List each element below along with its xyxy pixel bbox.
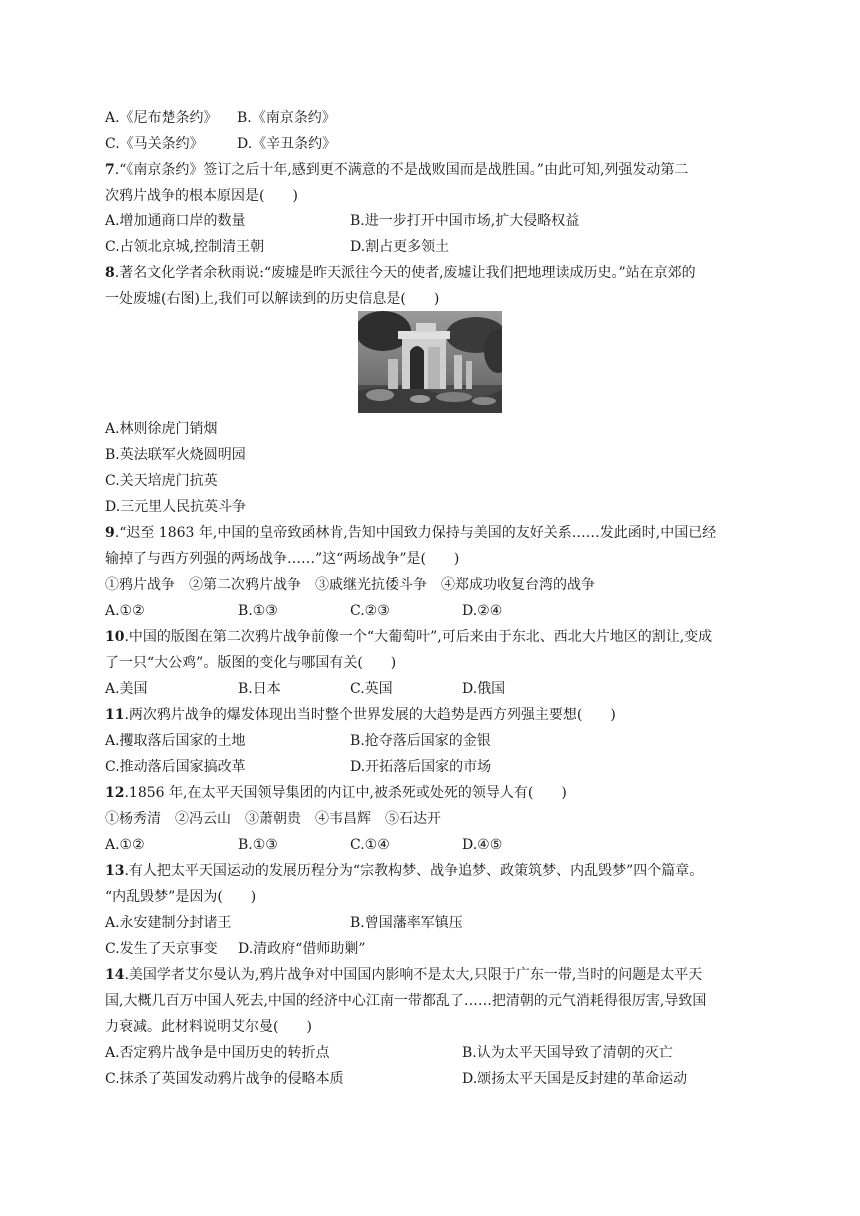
q11-number: 11	[105, 707, 125, 723]
q7-option-a: A.增加通商口岸的数量	[105, 213, 246, 229]
q10-option-d: D.俄国	[462, 681, 506, 697]
q8-stem-text1: .著名文化学者余秋雨说:“废墟是昨天派往今天的使者,废墟让我们把地理读成历史。”站在京郊的	[114, 265, 696, 281]
q13-stem-text1: .有人把太平天国运动的发展历程分为“宗教构梦、战争追梦、政策筑梦、内乱毁梦”四个篇章。	[124, 863, 704, 879]
q6-option-a: A.《尼布楚条约》	[105, 110, 218, 126]
q10-option-c: C.英国	[350, 681, 393, 697]
q12-option-c: C.①④	[350, 837, 390, 853]
q12-items: ①杨秀清 ②冯云山 ③萧朝贵 ④韦昌辉 ⑤石达开	[105, 811, 441, 827]
q7-stem-line2: 次鸦片战争的根本原因是( )	[105, 188, 298, 204]
q13-option-c: C.发生了天京事变	[105, 941, 218, 957]
q7-stem-line1	[105, 160, 688, 180]
q13-option-d: D.清政府“借师助剿”	[238, 941, 366, 957]
q7-option-c: C.占领北京城,控制清王朝	[105, 239, 265, 255]
q11-stem-text1: .两次鸦片战争的爆发体现出当时整个世界发展的大趋势是西方列强主要想( )	[124, 707, 616, 723]
q13-stem-line1	[105, 861, 703, 881]
q12-option-a: A.①②	[105, 837, 145, 853]
ruins-photo	[358, 311, 502, 413]
q10-stem-line1	[105, 627, 712, 647]
q13-stem-line2: “内乱毁梦”是因为( )	[105, 889, 257, 905]
q14-number: 14	[105, 967, 125, 983]
q14-stem-line1	[105, 965, 702, 985]
q11-stem-line1	[105, 705, 616, 725]
q10-stem-line2: 了一只“大公鸡”。版图的变化与哪国有关( )	[105, 655, 397, 671]
q14-option-a: A.否定鸦片战争是中国历史的转折点	[105, 1045, 330, 1061]
q7-number: 7	[105, 162, 115, 178]
q7-option-d: D.割占更多领土	[350, 239, 450, 255]
q6-option-b: B.《南京条约》	[237, 110, 336, 126]
q12-stem-line1	[105, 783, 567, 803]
q6-option-d: D.《辛丑条约》	[237, 136, 337, 152]
q14-option-d: D.颂扬太平天国是反封建的革命运动	[462, 1071, 688, 1087]
q14-option-b: B.认为太平天国导致了清朝的灭亡	[462, 1045, 673, 1061]
q9-stem-text1: .“迟至 1863 年,中国的皇帝致函林肯,告知中国致力保持与美国的友好关系……发此函时,中国已经	[114, 525, 717, 541]
q9-items: ①鸦片战争 ②第二次鸦片战争 ③戚继光抗倭斗争 ④郑成功收复台湾的战争	[105, 577, 595, 593]
q11-option-b: B.抢夺落后国家的金银	[350, 733, 491, 749]
q9-option-b: B.①③	[238, 603, 278, 619]
q9-stem-line2: 输掉了与西方列强的两场战争……”这“两场战争”是( )	[105, 551, 460, 567]
q13-option-a: A.永安建制分封诸王	[105, 915, 232, 931]
q9-option-c: C.②③	[350, 603, 390, 619]
q10-option-a: A.美国	[105, 681, 148, 697]
q8-option-b: B.英法联军火烧圆明园	[105, 447, 246, 463]
q14-option-c: C.抹杀了英国发动鸦片战争的侵略本质	[105, 1071, 344, 1087]
q11-option-a: A.攫取落后国家的土地	[105, 733, 246, 749]
q6-option-c: C.《马关条约》	[105, 136, 204, 152]
q14-stem-line3: 力衰减。此材料说明艾尔曼( )	[105, 1019, 312, 1035]
q8-option-d: D.三元里人民抗英斗争	[105, 499, 247, 515]
q12-number: 12	[105, 785, 125, 801]
q7-stem-text1: .“《南京条约》签订之后十年,感到更不满意的不是战败国而是战胜国。”由此可知,列强发动第二	[114, 162, 689, 178]
q12-stem-text1: .1856 年,在太平天国领导集团的内讧中,被杀死或处死的领导人有( )	[124, 785, 567, 801]
q8-option-c: C.关天培虎门抗英	[105, 473, 218, 489]
q9-stem-line1	[105, 523, 716, 543]
q11-option-d: D.开拓落后国家的市场	[350, 759, 492, 775]
q12-option-d: D.④⑤	[462, 837, 503, 853]
q13-number: 13	[105, 863, 125, 879]
q13-option-b: B.曾国藩率军镇压	[350, 915, 463, 931]
q10-option-b: B.日本	[238, 681, 281, 697]
q11-option-c: C.推动落后国家搞改革	[105, 759, 246, 775]
q8-number: 8	[105, 265, 115, 281]
q12-option-b: B.①③	[238, 837, 278, 853]
q9-option-a: A.①②	[105, 603, 145, 619]
q10-number: 10	[105, 629, 125, 645]
q10-stem-text1: .中国的版图在第二次鸦片战争前像一个“大葡萄叶”,可后来由于东北、西北大片地区的割让,变成	[124, 629, 713, 645]
q14-stem-line2: 国,大概几百万中国人死去,中国的经济中心江南一带都乱了……把清朝的元气消耗得很厉害,导致国	[105, 993, 707, 1009]
q9-number: 9	[105, 525, 115, 541]
q8-stem-line2: 一处废墟(右图)上,我们可以解读到的历史信息是( )	[105, 291, 440, 307]
q8-stem-line1	[105, 263, 696, 283]
q8-option-a: A.林则徐虎门销烟	[105, 421, 218, 437]
q14-stem-text1: .美国学者艾尔曼认为,鸦片战争对中国国内影响不是太大,只限于广东一带,当时的问题是太平天	[124, 967, 703, 983]
q7-option-b: B.进一步打开中国市场,扩大侵略权益	[350, 213, 580, 229]
q9-option-d: D.②④	[462, 603, 503, 619]
